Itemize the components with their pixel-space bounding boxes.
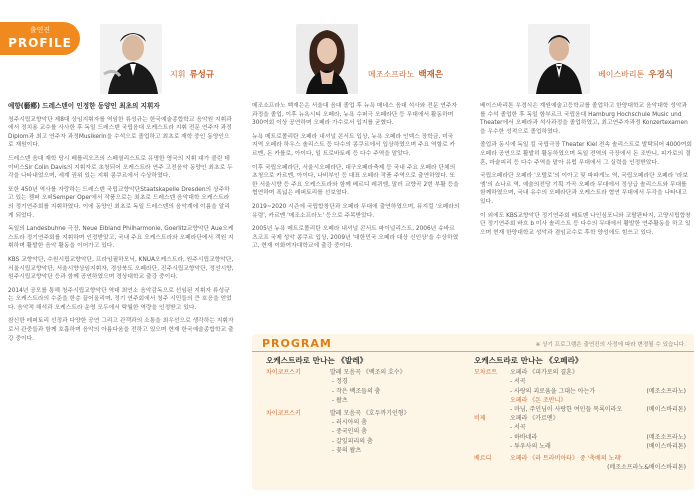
program-item: - 서곡 (510, 424, 526, 432)
baritone-photo (528, 24, 590, 94)
soprano-role: 메조소프라노 (368, 70, 415, 79)
soprano-name: 백재은 (418, 70, 444, 80)
program-item: - 마님, 주인님이 사랑한 여인들 목록이라오 (베이스바리톤) (510, 406, 686, 414)
conductor-bio-heading: 예향(藝鄕) 드레스덴이 인정한 동양인 최초의 지휘자 (8, 102, 160, 110)
program-note: ※ 상기 프로그램은 출연진의 사정에 따라 변경될 수 있습니다. (535, 342, 686, 348)
program-subitem: - 꽃의 왈츠 (332, 446, 362, 454)
baritone-bio-para: 이 외에도 KBS교향악단 정기연주회 베토벤 나인심포니와 코랄판타지, 고양시립합창단 정기연주회 바흐 b 미사 솔리스트 등 다수의 무대에서 활발한 연주활동을 하고 있으며 현재 한양대학교 성악과 겸임교수로 후학 양성에도 힘쓰고 있다. (480, 212, 691, 236)
program-item: - 투우사의 노래 (베이스바리톤) (510, 442, 686, 450)
program-item: - 하바네라 (메조소프라노) (510, 433, 686, 441)
ballet-program (266, 356, 461, 455)
profile-badge (0, 22, 80, 55)
baritone-bio-para: 국립오페라단 오페라 '오텔로'의 이아고 및 파파게노 역, 국립오페라단 오페라 '라보엠'의 쇼나르 역, 예술의전당 기획 가곡 오페라 무대에서 정상급 솔리스트와 무대를 함께하였으며, 국내 유수의 오페라단과 오케스트라 협연 무대에서 두각을 나타내고 있다. (480, 173, 689, 205)
program-item: 베르디 오페라 《라 트라비아타》 중 '축배의 노래' (474, 455, 622, 463)
opera-program (474, 356, 686, 472)
program-box (252, 334, 694, 490)
conductor-title (170, 68, 214, 80)
baritone-role: 베이스바리톤 (598, 70, 645, 79)
program-title: PROGRAM (262, 337, 332, 350)
program-item: - 서곡 (510, 378, 526, 386)
conductor-bio-para: 청주시립교향악단 제8대 상임지휘자를 역임한 류성규는 한국예술종합학교 음악원 지휘과에서 정치용 교수를 사사한 후 독일 드레스덴 국립음대 오케스트라 지휘 전문 연주자 과정Diplom과 최고 연주자 과정Musikerin을 수석으로 졸업하고 최초로 재학 중인 동양인으로 재원이다. (8, 116, 232, 149)
program-item: 오페라 《돈 조반니》 (510, 396, 567, 404)
conductor-bio-para: 드레스덴 음대 재학 당시 베를리오즈의 스페셜리스트로 유명한 영국의 지휘 대가 콜린 데이비스Sir Colin Davis의 지휘자로 초청되어 오케스트라 연주 고전음악 동양인 최초로 두각을 나타내었으며, 세계 권위 있는 지휘 콩쿠르에서 수상하였다. (8, 155, 233, 180)
baritone-title (598, 68, 673, 80)
soprano-bio-para: 뉴욕 메트로폴리탄 오페라 내셔널 콘서트 입상, 뉴욕 오페라 인덱스 장학금, 미국 지역 오페라 하우스 솔리스트 등 다수의 콩쿠르에서 입상하였으며 주요 역할로 카르멘, 돈 카를로, 아이다, 일 트로바토레 등 다수 주역을 맡았다. (252, 133, 456, 157)
baritone-bio (480, 102, 692, 328)
soprano-title (368, 68, 443, 80)
conductor-role: 지휘 (170, 70, 186, 79)
program-item: - 사랑의 괴로움을 그대는 아는가 (메조소프라노) (510, 387, 686, 395)
opera-program-title: 오케스트라로 만나는 《오페라》 (474, 356, 583, 365)
badge-small-label: 출연진 (29, 26, 51, 34)
soprano-photo (296, 24, 358, 94)
ballet-program-title: 오케스트라로 만나는 《발레》 (266, 356, 368, 365)
program-item: 차이코프스키 발레 모음곡 《호두까기인형》 (266, 410, 410, 418)
conductor-bio-para: KBS 교향악단, 수원시립교향악단, 프라임필하모닉, KNUA오케스트라, 원주시립교향악단, 서울시립교향악단, 서울시향상임지휘자, 경상북도 오페라단, 진주시립교향악단, 정선시향, 원주시립교향악단 등과 함께 공연하였으며 경상대학교 출강 중이다. (8, 256, 234, 281)
program-subitem: - 중국인의 춤 (332, 428, 367, 436)
baritone-bio-para: 베이스바리톤 우경식은 계원예술고등학교를 졸업하고 한양대학교 음악대학 성악과를 수석 졸업한 후 독일 함부르크 국립음대 Hamburg Hochschule Music und Theater에서 오페라과 석사과정을 졸업하였고, 최고연주자과정 Konzertexamen을 우수한 성적으로 졸업하였다. (480, 103, 688, 135)
program-item: 차이코프스키 발레 모음곡 《백조의 호수》 (266, 369, 406, 377)
baritone-bio-para: 졸업과 동시에 독일 킬 국립극장 Theater Kiel 전속 솔리스트로 발탁되어 4000여회 오페라 공연으로 활발히 활동하였으며 독일 전역의 극장에서 돈 조반니, 피가로의 결혼, 마술피리 등 다수 주역을 맡아 유럽 무대에서 그 실력을 인정받았다. (480, 142, 692, 166)
conductor-bio-para: 또한 450년 역사를 자랑하는 드레스덴 국립교향악단Staatskapelle Dresden의 상주하고 있는 젬퍼 오퍼Semper Oper에서 작품으로는 최초로 드레스덴 음악대학 오케스트라의 정기연주회를 지휘하였다. 이에 동양인 최초로 독일 드레스덴의 음악계에 이름을 알리게 되었다. (8, 186, 230, 219)
program-header (252, 334, 694, 352)
conductor-photo (100, 24, 162, 94)
badge-title: PROFILE (8, 36, 72, 50)
soprano-bio-para: 2005년 뉴욕 메트로폴리탄 오페라 내셔널 콘서트 파이널리스트, 2006년 슈바르츠코프 국제 성악 콩쿠르 입상, 2009년 '대한민국 오페라 대상 신인상'을 수상하였고, 현재 이화여자대학교에 출강 중이다. (252, 226, 459, 250)
program-item: 비제 오페라 《카르멘》 (474, 415, 559, 423)
program-subitem: - 러시아의 춤 (332, 419, 367, 427)
program-subitem: - 갈잎피리의 춤 (332, 437, 373, 445)
conductor-bio-para: 2014년 공모를 통해 청주시립교향악단 역대 최연소 음악감독으로 선임된 지휘자 류성규는 오케스트라의 수준을 한층 끌어올리며, 정기 연주회에서 청주 시민들의 큰 호응을 얻었다. 음악적 해석과 오케스트라 운영 모두에서 탁월한 역량을 인정받고 있다. (8, 287, 232, 311)
conductor-bio (8, 102, 234, 492)
soprano-bio (252, 102, 460, 328)
program-item: 모차르트 오페라 《피가로의 결혼》 (474, 369, 578, 377)
conductor-name: 류성규 (189, 70, 215, 80)
soprano-bio-para: 이후 국립오페라단, 서울시오페라단, 대구오페라축제 등 국내 주요 오페라 단체의 초청으로 카르멘, 아이다, 나비부인 등 대표 오페라 작품 주역으로 출연하였다. 또한 서울시향 등 주요 오케스트라와 함께 베르디 레퀴엠, 말러 교향곡 2번 부활 등을 협연하며 폭넓은 레퍼토리를 선보였다. (252, 164, 459, 197)
soprano-bio-para: 2019~2020 시즌에 국립합창단과 오페라 무대에 출연하였으며, 뮤지컬 '오페라의 유령', 카르멘 '메조소프라노' 등으로 주목받았다. (252, 203, 460, 219)
program-subitem: - 왈츠 (332, 396, 348, 404)
program-item: (메조소프라노&베이스바리톤) (607, 464, 686, 472)
conductor-bio-para: 독일의 Landesbuhne 극장, Neue Elbland Philharmonie, Goerlitz교향악단 Aue오케스트라 정기연주회를 지휘하며 인정받았고, 국내 주요 오케스트라와 오페라단에서 객원 지휘하며 활발한 음악 활동을 이어가고 있다. (8, 226, 234, 250)
soprano-bio-para: 메조소프라노 백재은은 서울대 음대 졸업 후 뉴욕 매네스 음대 석사와 전문 연주자 과정을 졸업, 이후 뉴욕시티 오페라, 뉴욕 수퍼극 오페라단 등 무대에서 활동하며 300여회 이상 공연하며 오페라 가수로서 입지를 굳혔다. (252, 103, 458, 127)
conductor-bio-para: 참신한 레퍼토리 선정과 다양한 공연 그리고 관객과의 소통을 최우선으로 생각하는 지휘자로서 관중들과 함께 호흡하며 음악의 아름다움을 전하고 있으며 현재 한국예술종합학교 출강 중이다. (8, 318, 234, 342)
baritone-name: 우경식 (648, 70, 674, 80)
program-subitem: - 정경 (332, 378, 348, 386)
program-subitem: - 작은 백조들의 춤 (332, 387, 381, 395)
